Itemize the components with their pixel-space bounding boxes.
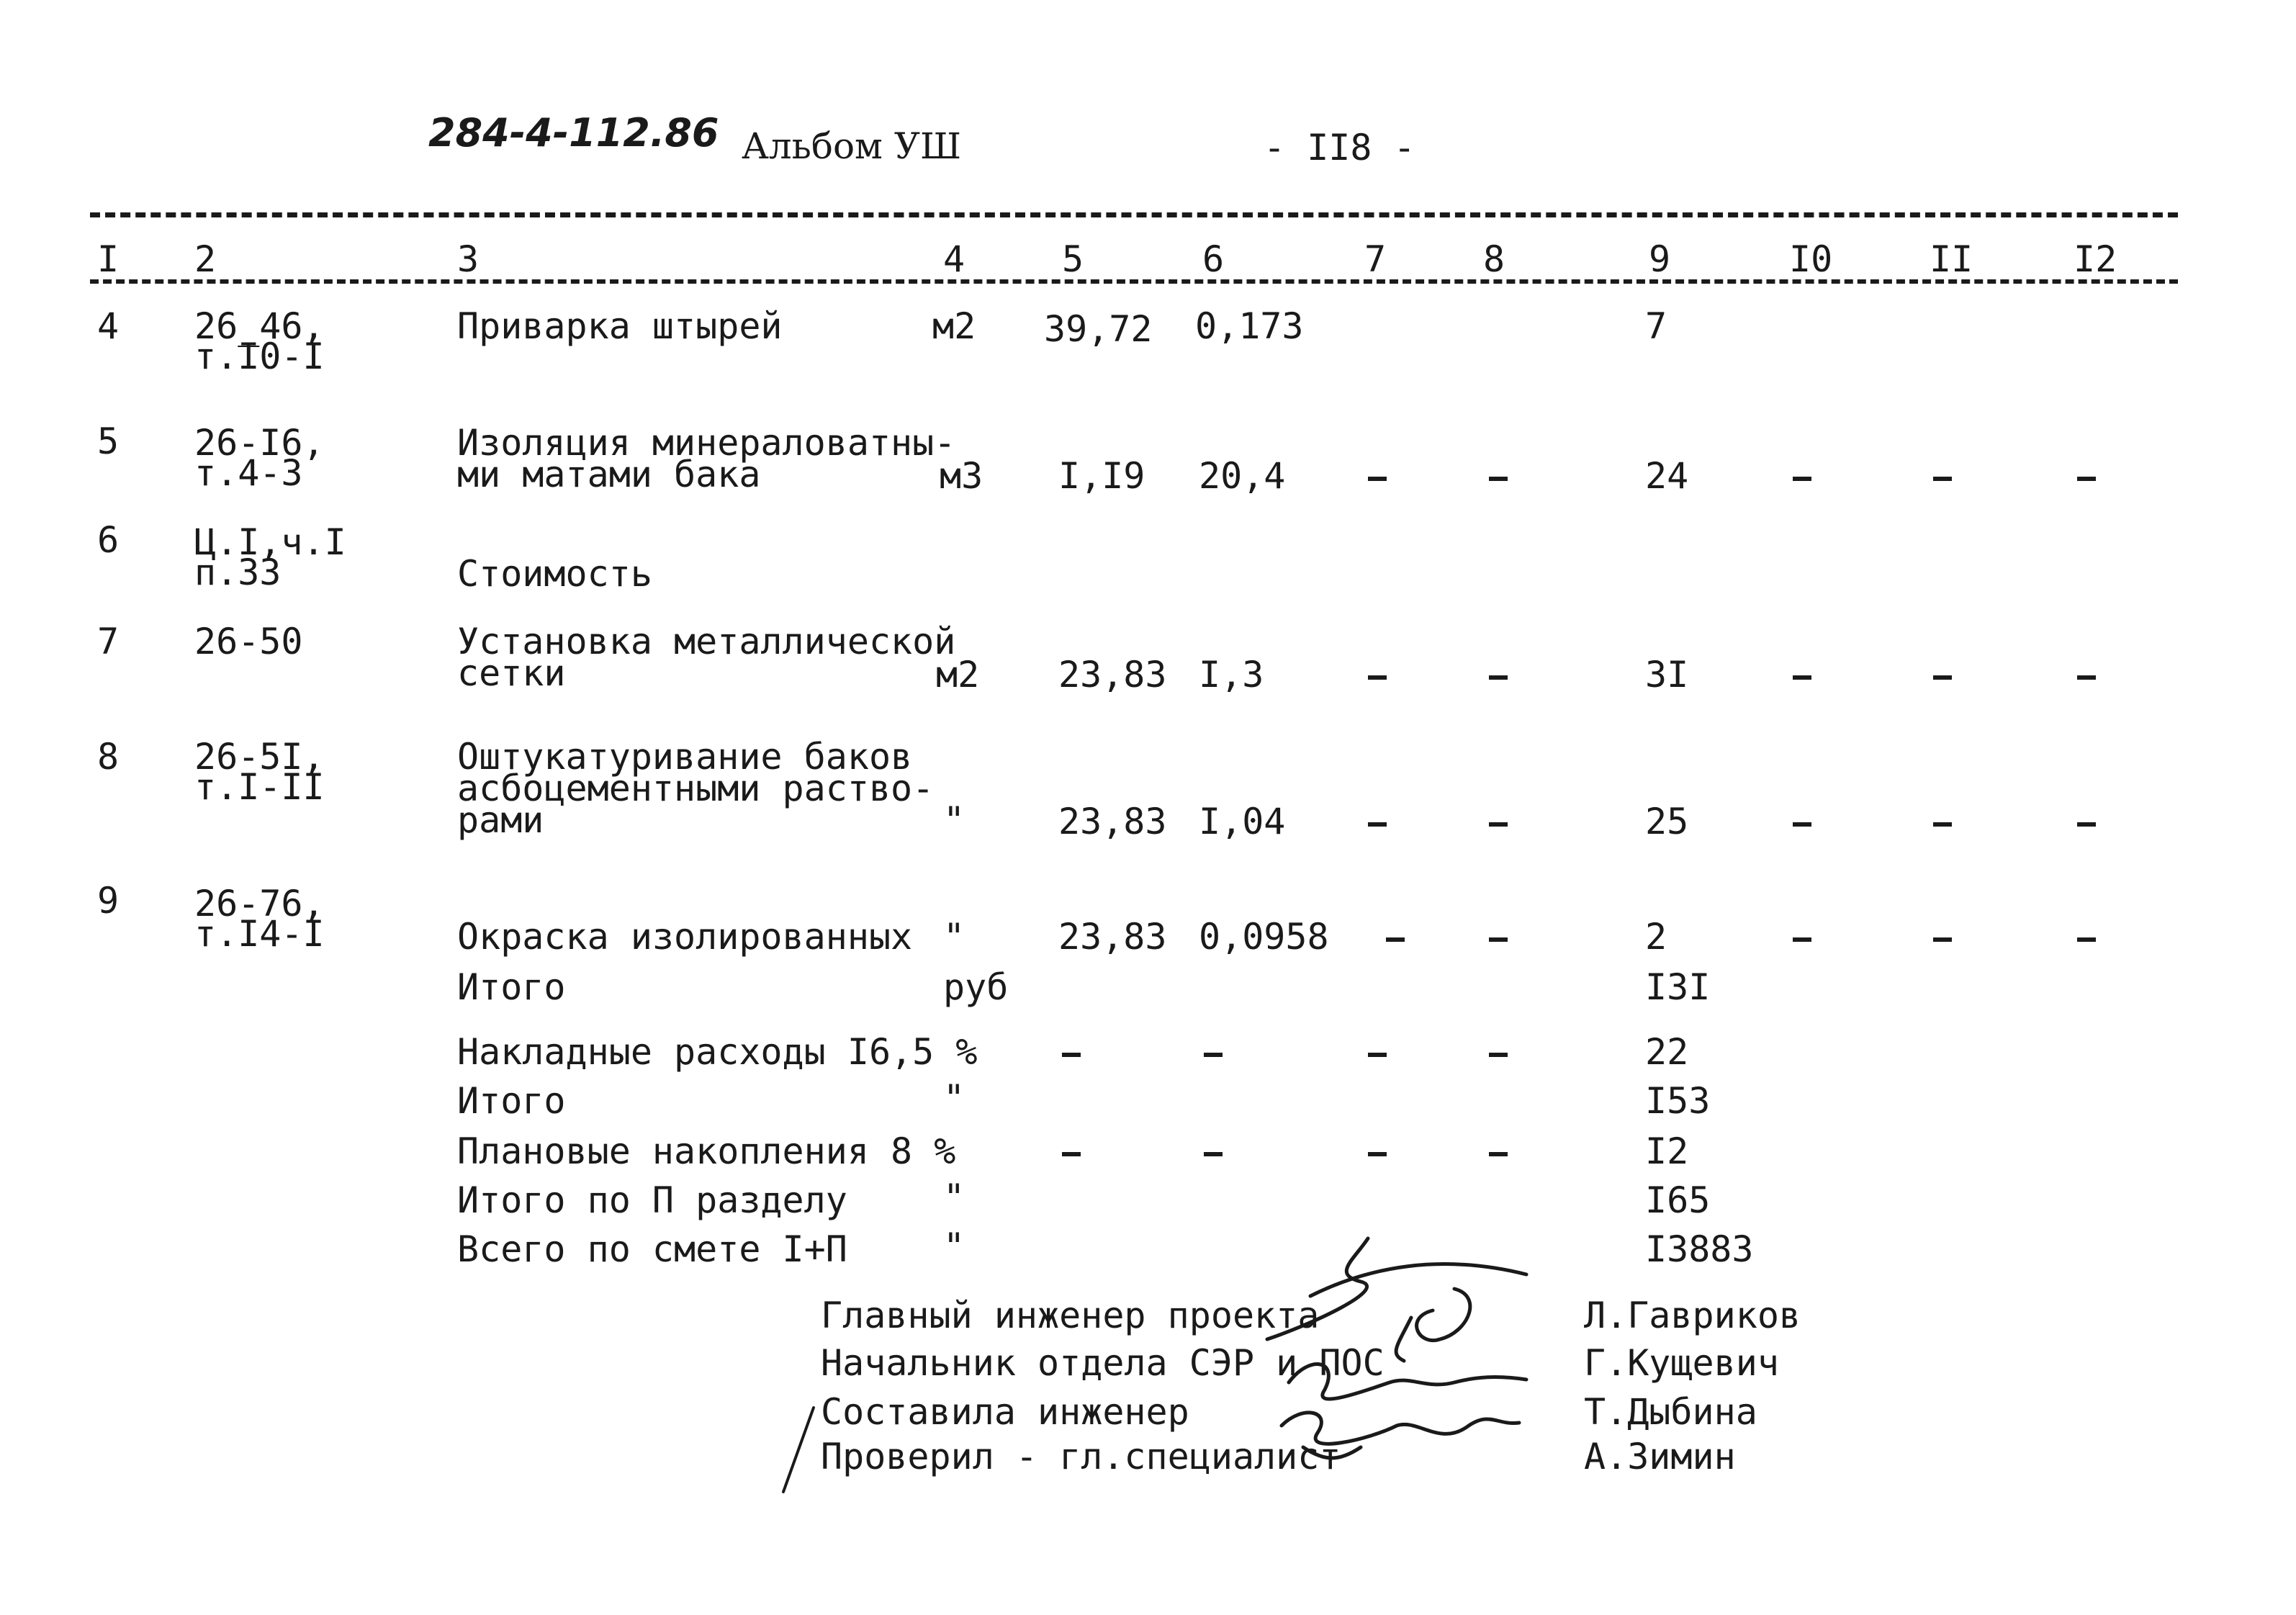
summary-unit: " bbox=[943, 1077, 965, 1119]
slash-mark bbox=[778, 1404, 821, 1498]
summary-label: Итого по П разделу bbox=[457, 1179, 847, 1221]
cost: 24 bbox=[1645, 455, 1689, 497]
empty-cell-dash bbox=[2077, 675, 2096, 680]
norm-reference: т.I0-I bbox=[194, 336, 325, 377]
norm-reference: 26-I6, bbox=[194, 422, 325, 464]
unit-rate: I,3 bbox=[1199, 654, 1264, 696]
signatory-role: Начальник отдела СЭР и ПОС bbox=[821, 1342, 1385, 1384]
empty-cell-dash bbox=[1793, 477, 1811, 481]
signatory-name: Л.Гавриков bbox=[1584, 1295, 1801, 1336]
column-header: II bbox=[1930, 238, 1973, 280]
summary-label: Итого bbox=[457, 966, 566, 1008]
column-header: 9 bbox=[1649, 238, 1671, 280]
unit-rate: 0,0958 bbox=[1199, 916, 1329, 958]
work-name: Стоимость bbox=[457, 553, 652, 595]
empty-cell-dash bbox=[1368, 1152, 1387, 1156]
quantity: 23,83 bbox=[1058, 916, 1167, 958]
empty-cell-dash bbox=[1368, 477, 1387, 481]
column-header-underline bbox=[90, 279, 2178, 284]
empty-cell-dash bbox=[1368, 675, 1387, 680]
empty-cell-dash bbox=[2077, 937, 2096, 942]
empty-cell-dash bbox=[1062, 1152, 1081, 1156]
empty-cell-dash bbox=[1933, 675, 1952, 680]
empty-cell-dash bbox=[1204, 1152, 1223, 1156]
empty-cell-dash bbox=[1793, 822, 1811, 827]
work-name: рами bbox=[457, 799, 544, 841]
summary-label: Плановые накопления 8 % bbox=[457, 1130, 956, 1172]
empty-cell-dash bbox=[1489, 675, 1508, 680]
row-number: 7 bbox=[97, 621, 120, 662]
empty-cell-dash bbox=[1793, 675, 1811, 680]
work-name: сетки bbox=[457, 652, 566, 694]
quantity: I,I9 bbox=[1058, 455, 1145, 497]
signatory-role: Проверил - гл.специалист bbox=[821, 1436, 1341, 1477]
signatory-name: Т.Дыбина bbox=[1584, 1391, 1757, 1433]
column-header: 2 bbox=[194, 238, 217, 280]
norm-reference: п.33 bbox=[194, 552, 282, 593]
summary-value: 22 bbox=[1645, 1031, 1689, 1073]
empty-cell-dash bbox=[1368, 1053, 1387, 1057]
work-name: Установка металлической bbox=[457, 621, 956, 662]
summary-unit: " bbox=[943, 1177, 965, 1218]
column-header: 8 bbox=[1483, 238, 1505, 280]
summary-label: Итого bbox=[457, 1080, 566, 1122]
unit: м2 bbox=[936, 654, 980, 696]
empty-cell-dash bbox=[1062, 1053, 1081, 1057]
unit-rate: 20,4 bbox=[1199, 455, 1286, 497]
signatory-role: Составила инженер bbox=[821, 1391, 1189, 1433]
summary-unit: " bbox=[943, 1225, 965, 1267]
work-name: Оштукатуривание баков bbox=[457, 736, 913, 778]
unit-rate: 0,173 bbox=[1195, 305, 1304, 347]
empty-cell-dash bbox=[1489, 822, 1508, 827]
document-code: 284-4-112.86 bbox=[428, 110, 719, 156]
empty-cell-dash bbox=[1933, 937, 1952, 942]
column-header: 4 bbox=[943, 238, 965, 280]
unit: " bbox=[943, 799, 965, 841]
row-number: 9 bbox=[97, 880, 120, 922]
column-header: I0 bbox=[1789, 238, 1833, 280]
norm-reference: т.I-II bbox=[194, 766, 325, 808]
column-header: 7 bbox=[1364, 238, 1387, 280]
row-number: 5 bbox=[97, 420, 120, 462]
page-number: - II8 - bbox=[1264, 127, 1415, 168]
empty-cell-dash bbox=[1933, 822, 1952, 827]
work-name: асбоцементными раство- bbox=[457, 768, 935, 809]
column-header: 6 bbox=[1202, 238, 1225, 280]
unit: м3 bbox=[940, 455, 983, 497]
norm-reference: Ц.I,ч.I bbox=[194, 521, 346, 563]
norm-reference: т.I4-I bbox=[194, 913, 325, 955]
summary-unit: руб bbox=[943, 966, 1009, 1008]
empty-cell-dash bbox=[1386, 937, 1405, 942]
empty-cell-dash bbox=[2077, 822, 2096, 827]
summary-value: I53 bbox=[1645, 1080, 1711, 1122]
signatory-name: Г.Кущевич bbox=[1584, 1342, 1779, 1384]
norm-reference: 26-50 bbox=[194, 621, 303, 662]
row-number: 6 bbox=[97, 519, 120, 561]
summary-value: I2 bbox=[1645, 1130, 1689, 1172]
work-name: Изоляция минераловатны- bbox=[457, 422, 956, 464]
empty-cell-dash bbox=[1489, 1053, 1508, 1057]
empty-cell-dash bbox=[1489, 477, 1508, 481]
norm-reference: т.4-3 bbox=[194, 452, 303, 494]
unit: " bbox=[943, 916, 965, 958]
empty-cell-dash bbox=[1933, 477, 1952, 481]
quantity: 23,83 bbox=[1058, 654, 1167, 696]
empty-cell-dash bbox=[1793, 937, 1811, 942]
quantity: 39,72 bbox=[1044, 308, 1153, 350]
empty-cell-dash bbox=[1489, 1152, 1508, 1156]
summary-value: I3883 bbox=[1645, 1228, 1754, 1270]
summary-value: I65 bbox=[1645, 1179, 1711, 1221]
summary-value: I3I bbox=[1645, 966, 1711, 1008]
empty-cell-dash bbox=[2077, 477, 2096, 481]
norm-reference: 26-5I, bbox=[194, 736, 325, 778]
signatory-name: А.Зимин bbox=[1584, 1436, 1736, 1477]
cost: 7 bbox=[1645, 305, 1667, 347]
empty-cell-dash bbox=[1368, 822, 1387, 827]
column-header: 3 bbox=[457, 238, 480, 280]
quantity: 23,83 bbox=[1058, 801, 1167, 842]
handwritten-signatures bbox=[1224, 1210, 1627, 1498]
cost: 2 bbox=[1645, 916, 1667, 958]
empty-cell-dash bbox=[1489, 937, 1508, 942]
unit: м2 bbox=[932, 305, 976, 347]
column-header: 5 bbox=[1062, 238, 1084, 280]
cost: 3I bbox=[1645, 654, 1689, 696]
norm-reference: 26_46, bbox=[194, 305, 325, 347]
unit-rate: I,04 bbox=[1199, 801, 1286, 842]
signatory-role: Главный инженер проекта bbox=[821, 1295, 1320, 1336]
summary-label: Накладные расходы I6,5 % bbox=[457, 1031, 978, 1073]
work-name: Приварка штырей bbox=[457, 305, 783, 347]
column-header: I bbox=[97, 238, 120, 280]
norm-reference: 26-76, bbox=[194, 883, 325, 925]
column-header: I2 bbox=[2074, 238, 2117, 280]
work-name: ми матами бака bbox=[457, 454, 761, 495]
row-number: 4 bbox=[97, 305, 120, 347]
empty-cell-dash bbox=[1204, 1053, 1223, 1057]
work-name: Окраска изолированных bbox=[457, 916, 913, 958]
row-number: 8 bbox=[97, 736, 120, 778]
summary-label: Всего по смете I+П bbox=[457, 1228, 847, 1270]
cost: 25 bbox=[1645, 801, 1689, 842]
album-title: Альбом УШ bbox=[742, 125, 962, 167]
header-rule bbox=[90, 212, 2178, 217]
